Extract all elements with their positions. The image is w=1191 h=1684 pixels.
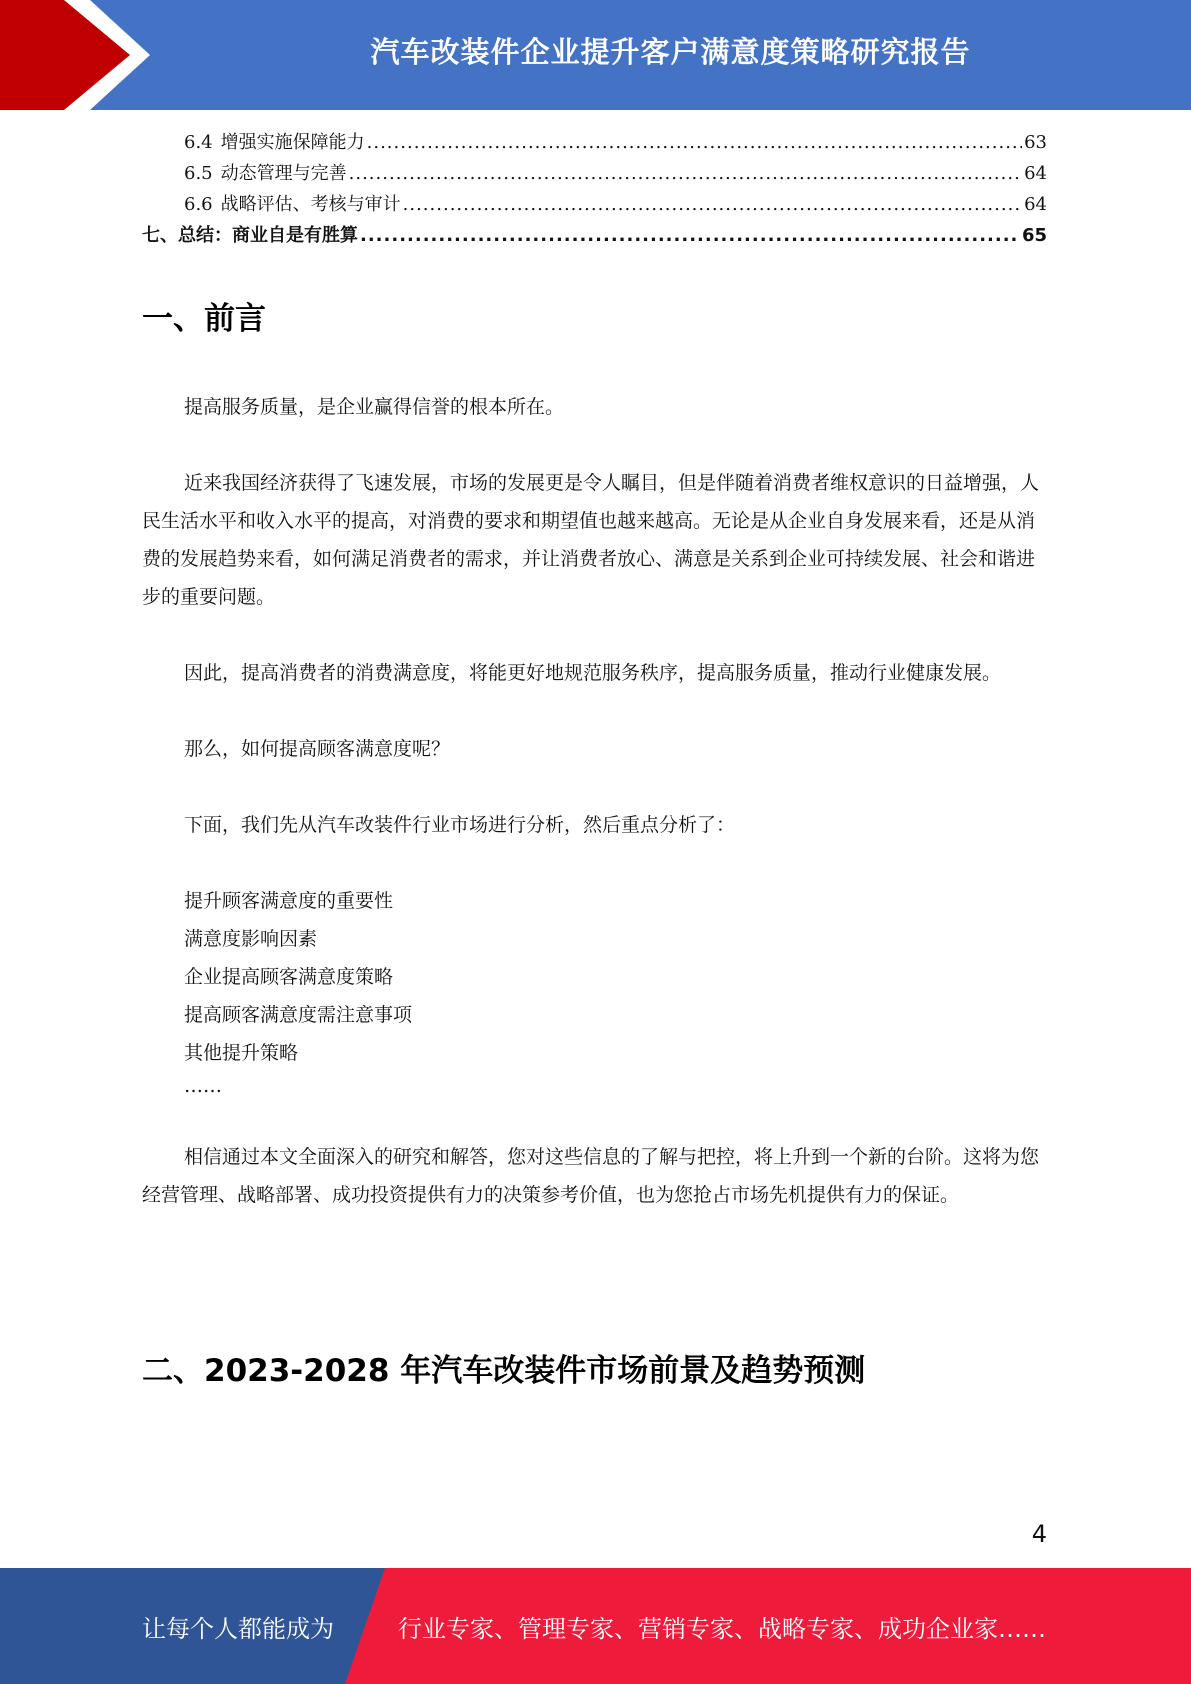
- toc-entry[interactable]: [142, 128, 1047, 159]
- list-item: 提升顾客满意度的重要性: [184, 890, 394, 912]
- toc-entry-label: 战略评估、考核与审计: [220, 194, 401, 215]
- paragraph: 那么，如何提高顾客满意度呢？: [184, 738, 451, 760]
- paragraph: 因此，提高消费者的消费满意度，将能更好地规范服务秩序，提高服务质量，推动行业健康发展。: [184, 662, 1002, 684]
- list-item: 其他提升策略: [184, 1042, 299, 1064]
- page-number: 4: [1031, 1520, 1047, 1548]
- list-item-ellipsis: ……: [184, 1075, 222, 1097]
- toc-entry-page: 65: [1021, 225, 1047, 246]
- paragraph: 提高服务质量，是企业赢得信誉的根本所在。: [184, 396, 565, 418]
- toc-dot-leader: [367, 132, 1022, 153]
- table-of-contents: [142, 128, 1047, 252]
- toc-entry-page: 64: [1024, 194, 1047, 215]
- toc-entry-label: 动态管理与完善: [220, 163, 347, 184]
- list-item: 满意度影响因素: [184, 928, 318, 950]
- toc-entry-label: 七、总结：商业自是有胜算: [142, 225, 358, 246]
- toc-entry-page: 64: [1024, 163, 1047, 184]
- section-heading-market-outlook: 二、2023-2028 年汽车改装件市场前景及趋势预测: [142, 1353, 866, 1389]
- toc-entry-page: 63: [1024, 132, 1047, 153]
- toc-dot-leader: [403, 194, 1022, 215]
- preface-body: [142, 388, 1047, 1214]
- paragraph: 下面，我们先从汽车改装件行业市场进行分析，然后重点分析了：: [184, 814, 736, 836]
- toc-dot-leader: [360, 225, 1020, 246]
- paragraph: 相信通过本文全面深入的研究和解答，您对这些信息的了解与把控，将上升到一个新的台阶。这将为您经营管理、战略部署、成功投资提供有力的决策参考价值，也为您抢占市场先机提供有力的保证。: [142, 1146, 1040, 1206]
- list-item: 企业提高顾客满意度策略: [184, 966, 394, 988]
- footer-slogan-left: 让每个人都能成为: [142, 1614, 334, 1643]
- toc-entry-number: 6.6: [184, 194, 213, 215]
- paragraph: 近来我国经济获得了飞速发展，市场的发展更是令人瞩目，但是伴随着消费者维权意识的日益增强，人民生活水平和收入水平的提高，对消费的要求和期望值也越来越高。无论是从企业自身发展来看，还是从消费的发展趋势来看，如何满足消费者的需求，并让消费者放心、满意是关系到企业可持续发展、社会和谐进步的重要问题。: [142, 472, 1040, 608]
- page-footer: [0, 1568, 1191, 1684]
- toc-dot-leader: [349, 163, 1022, 184]
- toc-entry-number: 6.5: [184, 163, 213, 184]
- footer-slogan-right: 行业专家、管理专家、营销专家、战略专家、成功企业家……: [398, 1614, 1046, 1643]
- toc-entry[interactable]: [142, 159, 1047, 190]
- toc-entry-chapter[interactable]: [142, 221, 1047, 252]
- list-item: 提高顾客满意度需注意事项: [184, 1004, 413, 1026]
- toc-entry[interactable]: [142, 190, 1047, 221]
- page-header: [0, 0, 1191, 110]
- section-heading-preface: 一、前言: [142, 301, 266, 337]
- toc-entry-label: 增强实施保障能力: [220, 132, 365, 153]
- document-title: 汽车改装件企业提升客户满意度策略研究报告: [370, 34, 971, 69]
- toc-entry-number: 6.4: [184, 132, 213, 153]
